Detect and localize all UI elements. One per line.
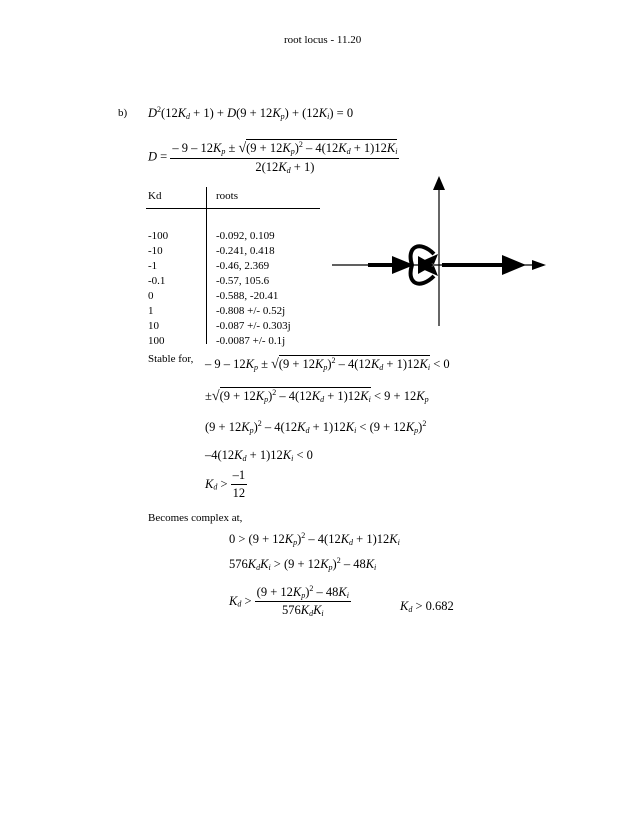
table-cell-roots: -0.57, 105.6 [216, 275, 270, 287]
locus-arrowhead-right [502, 255, 526, 275]
stable-label: Stable for, [148, 353, 194, 365]
equation-quadratic-formula: D = $\frac{- 9 - 12K_p \pm √(9 + 12K_p)^2 - 4(12K_d + 1)12K_i}{2(12K_d + 1)}$ [148, 140, 398, 175]
table-cell-kd: -100 [148, 230, 169, 242]
real-axis-arrowhead [532, 260, 546, 270]
root-locus-sketch [330, 174, 550, 330]
stable-inequality-5: $K_d$ > $\frac{-1}{12}$ [205, 468, 246, 500]
complex-inequality-1: $0 > (9 + 12K_p)^2 - 4(12K_d + 1)12K_i$ [229, 531, 400, 547]
table-cell-kd: -0.1 [148, 275, 166, 287]
imaginary-axis-arrowhead [433, 176, 445, 190]
table-cell-roots: -0.241, 0.418 [216, 245, 275, 257]
stable-inequality-1: – $9 - 12K_p \pm √(9 + 12K_p)^2 - 4(12K_d + 1)12K_i < 0$ [205, 356, 450, 372]
table-header-roots: roots [216, 190, 238, 202]
table-cell-kd: -1 [148, 260, 158, 272]
table-header-rule [146, 208, 320, 209]
stable-inequality-3: $(9 + 12K_p)^2 - 4(12K_d + 1)12K_i < (9 + 12K_p)^2$ [205, 419, 427, 435]
table-cell-kd: -10 [148, 245, 163, 257]
table-column-rule [206, 187, 207, 344]
stable-inequality-2: $\pm√(9 + 12K_p)^2 - 4(12K_d + 1)12K_i < 9 + 12K_p$ [205, 388, 429, 404]
table-header-kd: Kd [148, 190, 162, 202]
table-cell-roots: -0.588, -20.41 [216, 290, 279, 302]
complex-inequality-3: $K_d$ > $\frac{(9 + 12K_p)^2 - 48K_i}{576K_dK_i}$ [229, 584, 349, 618]
part-label: b) [118, 107, 128, 119]
table-cell-roots: -0.46, 2.369 [216, 260, 270, 272]
table-cell-roots: -0.808 +/- 0.52j [216, 305, 286, 317]
table-cell-roots: -0.087 +/- 0.303j [216, 320, 291, 332]
table-cell-kd: 1 [148, 305, 154, 317]
table-cell-kd: 10 [148, 320, 159, 332]
page-title: root locus - 11.20 [284, 34, 362, 46]
complex-inequality-2: $576K_dK_i > (9 + 12K_p)^2 - 48K_i$ [229, 556, 377, 572]
complex-label: Becomes complex at, [148, 512, 243, 524]
stable-inequality-4: $-4(12K_d + 1)12K_i < 0$ [205, 448, 313, 463]
equation-characteristic: $D^2(12K_d + 1) + D(9 + 12K_p) + (12K_i) = 0$ [148, 105, 354, 121]
table-cell-roots: -0.092, 0.109 [216, 230, 275, 242]
table-cell-roots: -0.0087 +/- 0.1j [216, 335, 286, 347]
complex-result: $K_d > 0.682$ [400, 599, 454, 614]
table-cell-kd: 100 [148, 335, 165, 347]
table-cell-kd: 0 [148, 290, 154, 302]
